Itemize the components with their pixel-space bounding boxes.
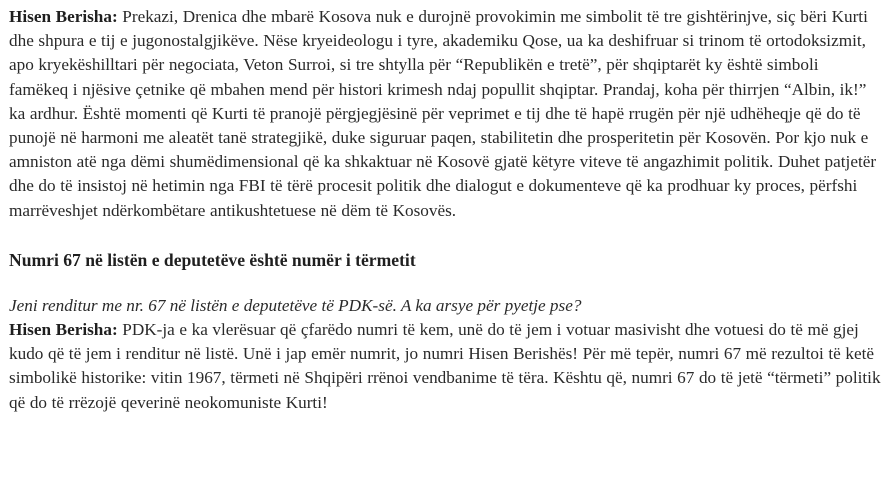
answer-text: Prekazi, Drenica dhe mbarë Kosova nuk e durojnë provokimin me simbolit të tre gishtërinjve, siç bëri Kurti dhe shpura e tij e jugonostalgjikëve. Nëse kryeideologu i tyre, akademiku Qose, ua ka deshifruar si trinom të ortodoksizmit, apo kryekëshilltari për negociata, Veton Surroi, si tre shtylla për “Republikën e tretë”, për shqiptarët ky është simboli famëkeq i njësive çetnike që mbahen mend për histori krimesh ndaj popullit shqiptar. Prandaj, koha për thirrjen “Albin, ik!” ka ardhur. Është momenti që Kurti të pranojë përgjegjësinë për veprimet e tij dhe të hapë rrugën për një udhëheqje që do të punojë në harmoni me aleatët tanë strategjikë, duke siguruar paqen, stabilitetin dhe prosperitetin për Kosovën. Por kjo nuk e amniston atë nga dëmi shumëdimensional që ka shkaktuar në Kosovë gjatë këtyre viteve të angazhimit politik. Duhet patjetër dhe do të insistoj në hetimin nga FBI të tërë procesit politik dhe dialogut e dokumenteve që ka prodhuar ky proces, përfshi marrëveshjet ndërkombëtare antikushtetuese në dëm të Kosovës. [9,7,877,220]
speaker-name: Hisen Berisha: [9,320,118,340]
section-heading: Numri 67 në listën e deputetëve është numër i tërmetit [9,249,416,270]
speaker-name: Hisen Berisha: [9,7,118,26]
answer-paragraph-2 [9,318,882,415]
answer-text: PDK-ja e ka vlerësuar që çfarëdo numri të kem, unë do të jem i votuar masivisht dhe votuesi do të më gjej kudo që të jem i renditur në listë. Unë i jap emër numrit, jo numri Hisen Berishës! Për më tepër, numri 67 më rezultoi të ketë simbolikë historike: vitin 1967, tërmeti në Shqipëri rrënoi vendbanime të tëra. Kështu që, numri 67 do të jetë “tërmeti” politik që do të rrëzojë qeverinë neokomuniste Kurti! [9,320,881,412]
interview-question: Jeni renditur me nr. 67 në listën e deputetëve të PDK-së. A ka arsye për pyetje pse? [9,295,582,315]
answer-paragraph-1 [9,0,882,223]
